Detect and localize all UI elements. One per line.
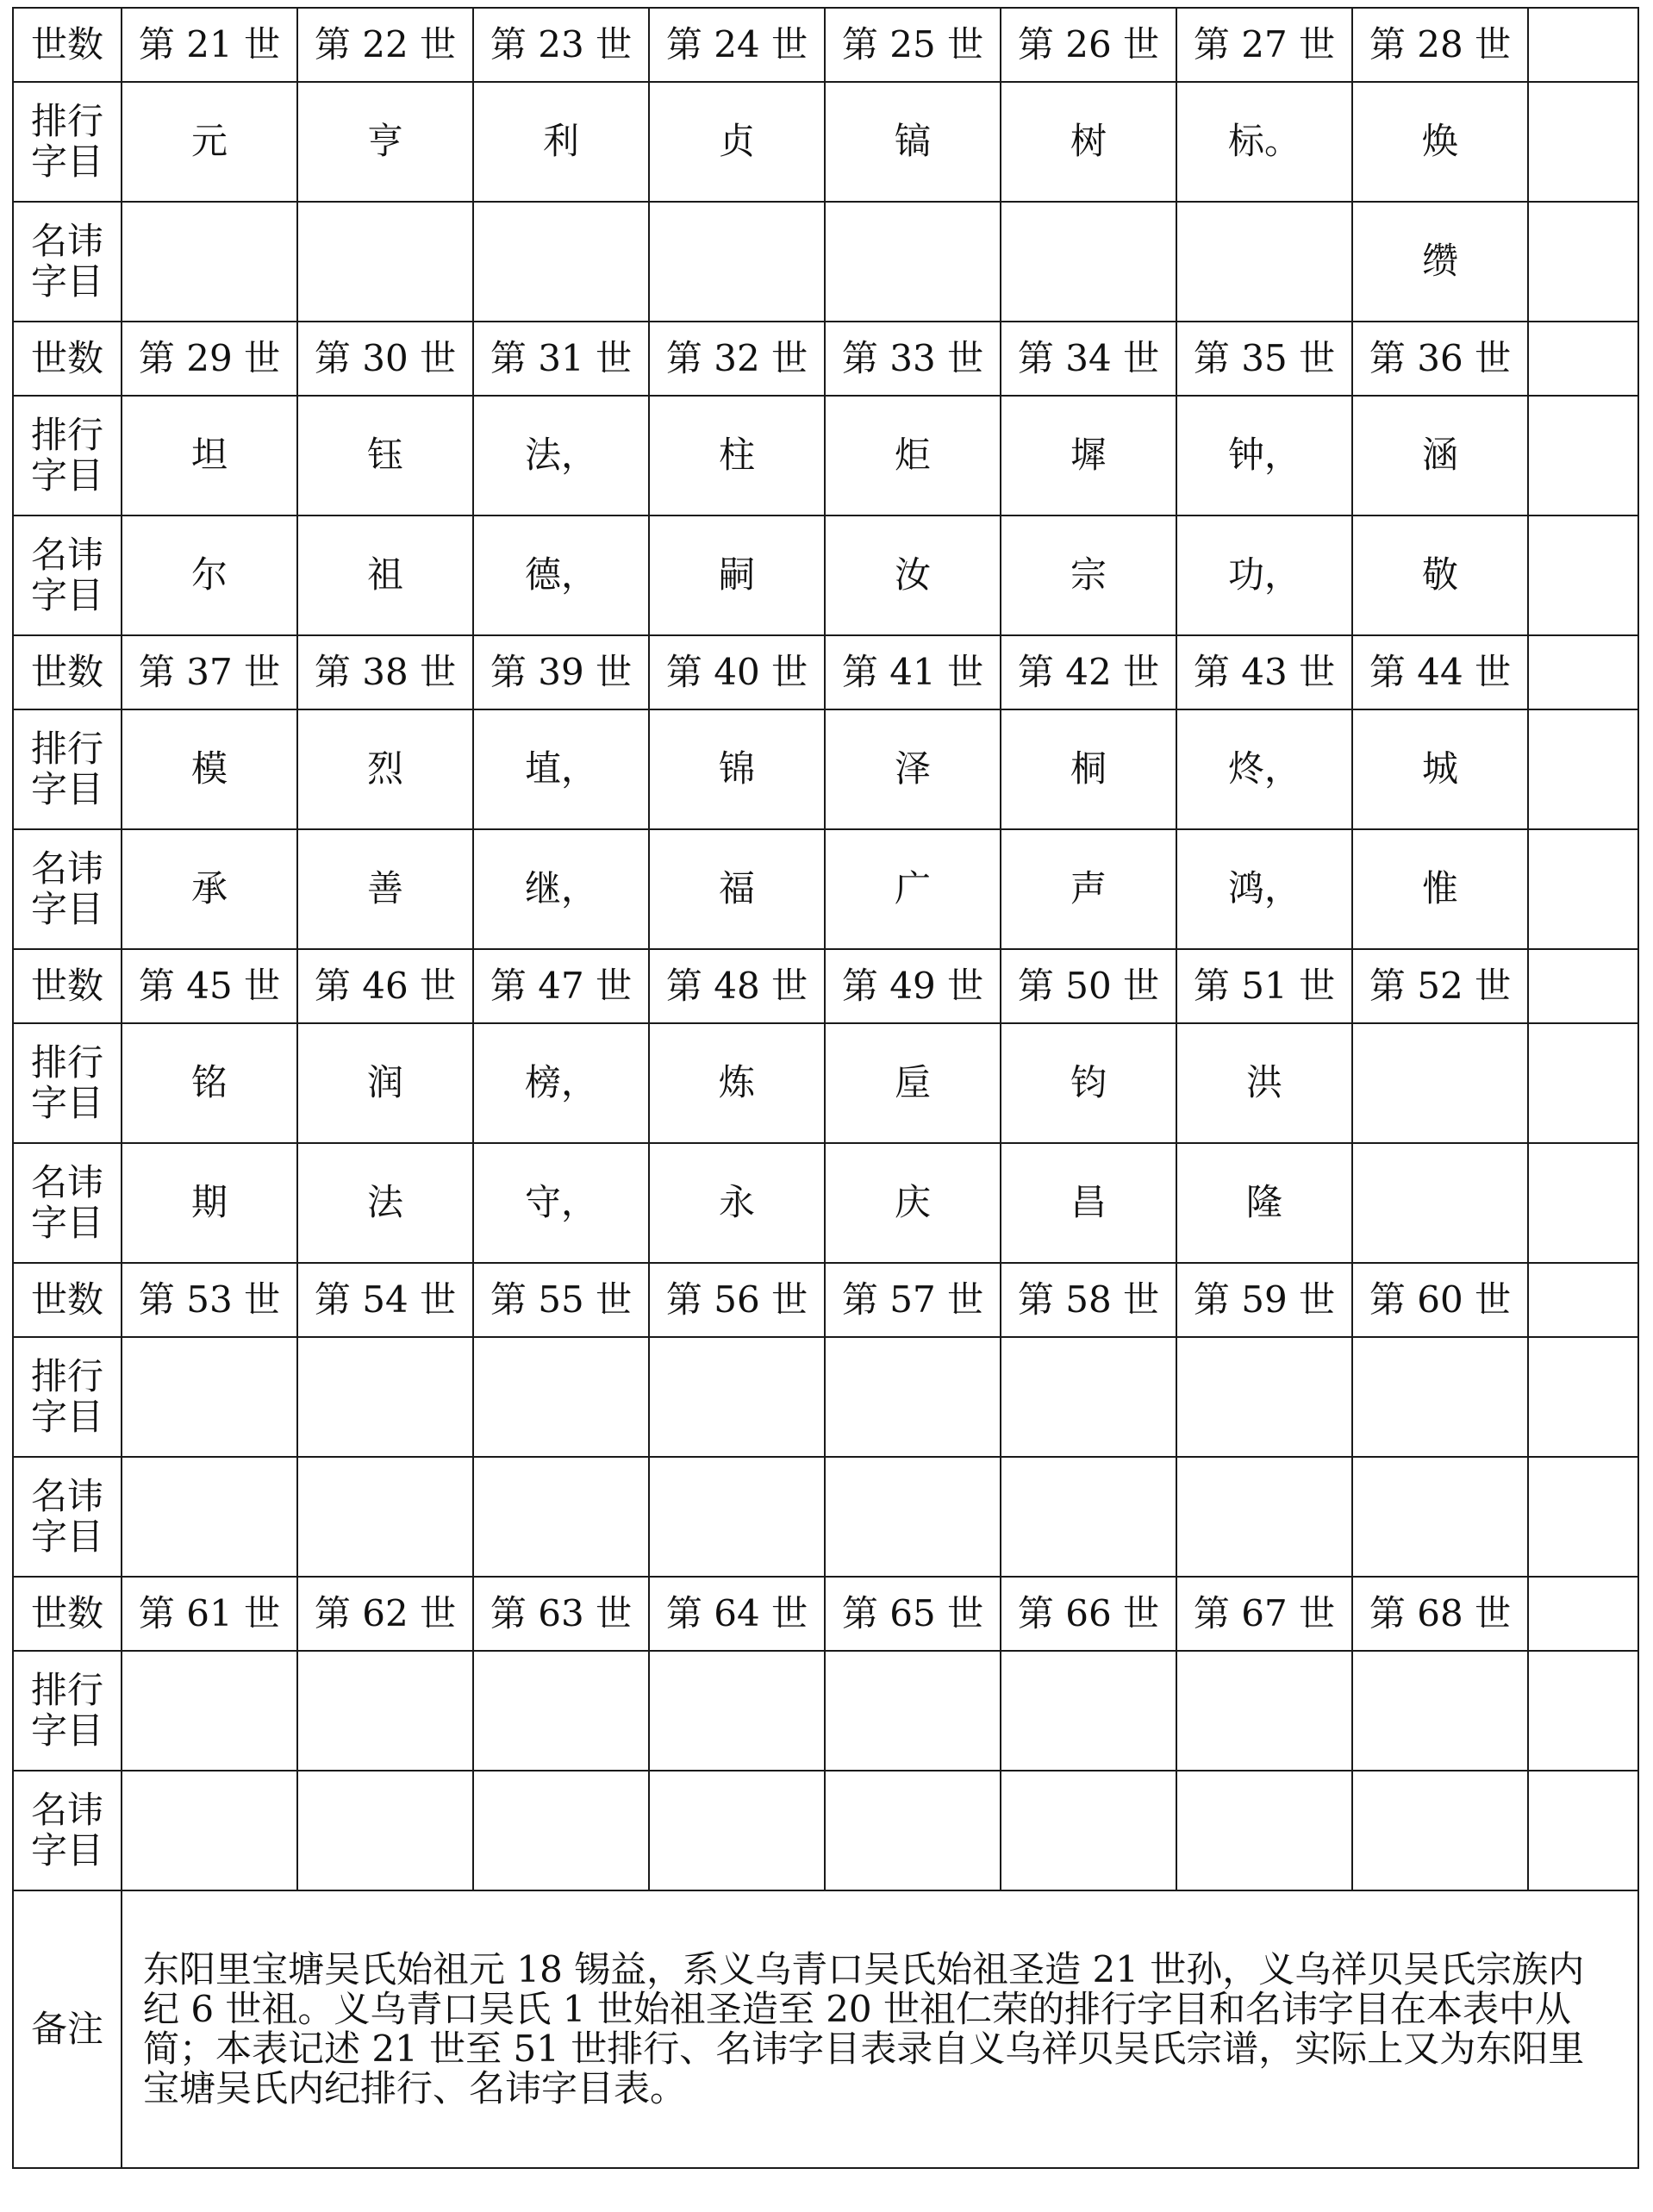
generation-cell: 第 63 世 (473, 1577, 649, 1651)
name-word-row (13, 1771, 1638, 1890)
blank-cell (1528, 829, 1638, 949)
name-word-cell: 功， (1176, 516, 1352, 635)
name-word-cell (1352, 1457, 1528, 1577)
name-word-cell: 法 (297, 1143, 473, 1263)
generation-cell: 第 65 世 (825, 1577, 1001, 1651)
rank-word-cell: 模 (122, 709, 297, 829)
rank-word-cell: 柱 (649, 396, 825, 516)
name-word-cell: 永 (649, 1143, 825, 1263)
name-word-cell (297, 1457, 473, 1577)
generation-cell: 第 57 世 (825, 1263, 1001, 1337)
rank-word-cell (1001, 1651, 1176, 1771)
generation-cell: 第 68 世 (1352, 1577, 1528, 1651)
rank-word-cell (1352, 1023, 1528, 1143)
generation-label: 世数 (13, 1577, 122, 1651)
name-word-cell: 嗣 (649, 516, 825, 635)
generation-cell: 第 46 世 (297, 949, 473, 1023)
generation-cell: 第 23 世 (473, 8, 649, 82)
rank-word-label: 排行 字目 (13, 709, 122, 829)
generation-cell: 第 66 世 (1001, 1577, 1176, 1651)
name-word-cell: 善 (297, 829, 473, 949)
rank-word-cell: 炼 (649, 1023, 825, 1143)
notes-label: 备注 (13, 1890, 122, 2168)
rank-word-cell: 标。 (1176, 82, 1352, 202)
name-word-cell (825, 202, 1001, 322)
name-word-cell: 庆 (825, 1143, 1001, 1263)
name-word-cell (649, 202, 825, 322)
rank-word-label: 排行 字目 (13, 82, 122, 202)
blank-cell (1528, 949, 1638, 1023)
blank-cell (1528, 709, 1638, 829)
name-word-cell (122, 1457, 297, 1577)
rank-word-cell (825, 1337, 1001, 1457)
rank-word-cell (473, 1651, 649, 1771)
name-word-cell (473, 1771, 649, 1890)
name-word-row (13, 829, 1638, 949)
name-word-cell (1176, 1457, 1352, 1577)
name-word-cell (649, 1457, 825, 1577)
name-word-cell: 期 (122, 1143, 297, 1263)
rank-word-cell: 涵 (1352, 396, 1528, 516)
rank-word-cell: 榜， (473, 1023, 649, 1143)
name-word-cell: 惟 (1352, 829, 1528, 949)
generation-cell: 第 64 世 (649, 1577, 825, 1651)
rank-word-label: 排行 字目 (13, 1337, 122, 1457)
name-word-cell: 缵 (1352, 202, 1528, 322)
generation-cell: 第 48 世 (649, 949, 825, 1023)
generation-row (13, 1577, 1638, 1651)
generation-cell: 第 41 世 (825, 635, 1001, 709)
name-word-label: 名讳 字目 (13, 829, 122, 949)
name-word-cell (1176, 1771, 1352, 1890)
name-word-cell: 隆 (1176, 1143, 1352, 1263)
rank-word-cell: 坦 (122, 396, 297, 516)
blank-cell (1528, 1023, 1638, 1143)
name-word-cell: 尔 (122, 516, 297, 635)
rank-word-cell: 炵， (1176, 709, 1352, 829)
generation-cell: 第 59 世 (1176, 1263, 1352, 1337)
notes-content (122, 1890, 1638, 2168)
rank-word-label: 排行 字目 (13, 1651, 122, 1771)
generation-cell: 第 58 世 (1001, 1263, 1176, 1337)
generation-cell: 第 25 世 (825, 8, 1001, 82)
name-word-label: 名讳 字目 (13, 516, 122, 635)
rank-word-cell (1352, 1337, 1528, 1457)
rank-word-cell (1001, 1337, 1176, 1457)
rank-word-row (13, 1023, 1638, 1143)
generation-cell: 第 35 世 (1176, 322, 1352, 396)
name-word-cell (297, 1771, 473, 1890)
name-word-cell (1001, 1771, 1176, 1890)
generation-cell: 第 49 世 (825, 949, 1001, 1023)
generation-cell: 第 43 世 (1176, 635, 1352, 709)
rank-word-cell: 镐 (825, 82, 1001, 202)
rank-word-cell (649, 1651, 825, 1771)
name-word-cell (1352, 1771, 1528, 1890)
notes-text: 东阳里宝塘吴氏始祖元 18 锡益，系义乌青口吴氏始祖圣造 21 世孙，义乌祥贝吴氏宗族内纪 6 世祖。义乌青口吴氏 1 世始祖圣造至 20 世祖仁荣的排行字目和名讳字目在本表中从简；本表记述 21 世至 51 世排行、名讳字目表录自义乌祥贝吴氏宗谱，实际上又为东阳里宝塘吴氏内纪排行、名讳字目表。 (143, 1947, 1585, 2110)
name-word-row (13, 516, 1638, 635)
generation-cell: 第 32 世 (649, 322, 825, 396)
rank-word-cell: 元 (122, 82, 297, 202)
generation-label: 世数 (13, 8, 122, 82)
blank-cell (1528, 1771, 1638, 1890)
blank-cell (1528, 1577, 1638, 1651)
name-word-cell (825, 1457, 1001, 1577)
name-word-cell: 承 (122, 829, 297, 949)
generation-label: 世数 (13, 322, 122, 396)
generation-label: 世数 (13, 949, 122, 1023)
genealogy-naming-table (12, 7, 1639, 2169)
generation-cell: 第 50 世 (1001, 949, 1176, 1023)
rank-word-label: 排行 字目 (13, 1023, 122, 1143)
rank-word-cell: 钰 (297, 396, 473, 516)
name-word-row (13, 202, 1638, 322)
name-word-cell: 德， (473, 516, 649, 635)
generation-label: 世数 (13, 635, 122, 709)
name-word-cell (122, 202, 297, 322)
generation-cell: 第 45 世 (122, 949, 297, 1023)
generation-cell: 第 61 世 (122, 1577, 297, 1651)
generation-cell: 第 53 世 (122, 1263, 297, 1337)
blank-cell (1528, 1457, 1638, 1577)
rank-word-cell: 垕 (825, 1023, 1001, 1143)
generation-cell: 第 62 世 (297, 1577, 473, 1651)
blank-cell (1528, 322, 1638, 396)
generation-cell: 第 31 世 (473, 322, 649, 396)
rank-word-cell: 树 (1001, 82, 1176, 202)
name-word-cell (825, 1771, 1001, 1890)
notes-row (13, 1890, 1638, 2168)
generation-cell: 第 34 世 (1001, 322, 1176, 396)
rank-word-cell (122, 1651, 297, 1771)
rank-word-row (13, 1337, 1638, 1457)
name-word-label: 名讳 字目 (13, 1457, 122, 1577)
name-word-cell: 宗 (1001, 516, 1176, 635)
rank-word-cell: 泽 (825, 709, 1001, 829)
name-word-cell (473, 202, 649, 322)
generation-cell: 第 28 世 (1352, 8, 1528, 82)
rank-word-cell: 焕 (1352, 82, 1528, 202)
rank-word-cell: 洪 (1176, 1023, 1352, 1143)
name-word-cell: 广 (825, 829, 1001, 949)
generation-cell: 第 67 世 (1176, 1577, 1352, 1651)
blank-cell (1528, 1337, 1638, 1457)
table-body (13, 8, 1638, 2168)
generation-cell: 第 36 世 (1352, 322, 1528, 396)
name-word-label: 名讳 字目 (13, 1143, 122, 1263)
generation-cell: 第 56 世 (649, 1263, 825, 1337)
generation-cell: 第 44 世 (1352, 635, 1528, 709)
generation-cell: 第 38 世 (297, 635, 473, 709)
generation-cell: 第 47 世 (473, 949, 649, 1023)
generation-row (13, 635, 1638, 709)
blank-cell (1528, 396, 1638, 516)
generation-cell: 第 30 世 (297, 322, 473, 396)
generation-row (13, 8, 1638, 82)
rank-word-cell: 炬 (825, 396, 1001, 516)
name-word-cell: 鸿， (1176, 829, 1352, 949)
rank-word-cell: 烈 (297, 709, 473, 829)
rank-word-cell: 利 (473, 82, 649, 202)
generation-cell: 第 21 世 (122, 8, 297, 82)
blank-cell (1528, 8, 1638, 82)
generation-cell: 第 26 世 (1001, 8, 1176, 82)
blank-cell (1528, 1143, 1638, 1263)
rank-word-cell (297, 1651, 473, 1771)
rank-word-row (13, 82, 1638, 202)
rank-word-cell: 锦 (649, 709, 825, 829)
generation-cell: 第 40 世 (649, 635, 825, 709)
name-word-row (13, 1143, 1638, 1263)
rank-word-row (13, 396, 1638, 516)
name-word-cell: 声 (1001, 829, 1176, 949)
rank-word-cell (649, 1337, 825, 1457)
name-word-cell: 守， (473, 1143, 649, 1263)
rank-word-cell: 埴， (473, 709, 649, 829)
rank-word-cell (122, 1337, 297, 1457)
name-word-cell: 祖 (297, 516, 473, 635)
name-word-cell (1001, 1457, 1176, 1577)
generation-label: 世数 (13, 1263, 122, 1337)
rank-word-label: 排行 字目 (13, 396, 122, 516)
generation-cell: 第 42 世 (1001, 635, 1176, 709)
name-word-label: 名讳 字目 (13, 1771, 122, 1890)
blank-cell (1528, 202, 1638, 322)
name-word-cell (297, 202, 473, 322)
rank-word-cell (1352, 1651, 1528, 1771)
generation-cell: 第 24 世 (649, 8, 825, 82)
rank-word-row (13, 709, 1638, 829)
name-word-cell: 福 (649, 829, 825, 949)
name-word-cell (1176, 202, 1352, 322)
generation-cell: 第 27 世 (1176, 8, 1352, 82)
generation-cell: 第 52 世 (1352, 949, 1528, 1023)
generation-row (13, 1263, 1638, 1337)
generation-cell: 第 39 世 (473, 635, 649, 709)
name-word-cell: 汝 (825, 516, 1001, 635)
rank-word-cell: 钧 (1001, 1023, 1176, 1143)
name-word-cell (1001, 202, 1176, 322)
name-word-cell (122, 1771, 297, 1890)
rank-word-cell: 法， (473, 396, 649, 516)
rank-word-cell: 贞 (649, 82, 825, 202)
generation-cell: 第 60 世 (1352, 1263, 1528, 1337)
generation-cell: 第 33 世 (825, 322, 1001, 396)
generation-row (13, 322, 1638, 396)
rank-word-cell: 墀 (1001, 396, 1176, 516)
generation-cell: 第 29 世 (122, 322, 297, 396)
generation-cell: 第 51 世 (1176, 949, 1352, 1023)
name-word-label: 名讳 字目 (13, 202, 122, 322)
generation-row (13, 949, 1638, 1023)
rank-word-cell: 钟， (1176, 396, 1352, 516)
name-word-cell (649, 1771, 825, 1890)
blank-cell (1528, 516, 1638, 635)
rank-word-cell: 城 (1352, 709, 1528, 829)
name-word-cell: 继， (473, 829, 649, 949)
name-word-cell: 敬 (1352, 516, 1528, 635)
generation-cell: 第 22 世 (297, 8, 473, 82)
rank-word-cell (1176, 1337, 1352, 1457)
generation-cell: 第 37 世 (122, 635, 297, 709)
name-word-cell: 昌 (1001, 1143, 1176, 1263)
rank-word-cell (1176, 1651, 1352, 1771)
rank-word-cell: 铭 (122, 1023, 297, 1143)
blank-cell (1528, 635, 1638, 709)
rank-word-cell (297, 1337, 473, 1457)
rank-word-row (13, 1651, 1638, 1771)
rank-word-cell (825, 1651, 1001, 1771)
generation-cell: 第 55 世 (473, 1263, 649, 1337)
blank-cell (1528, 1263, 1638, 1337)
name-word-row (13, 1457, 1638, 1577)
rank-word-cell (473, 1337, 649, 1457)
blank-cell (1528, 82, 1638, 202)
rank-word-cell: 亨 (297, 82, 473, 202)
generation-cell: 第 54 世 (297, 1263, 473, 1337)
rank-word-cell: 桐 (1001, 709, 1176, 829)
name-word-cell (473, 1457, 649, 1577)
rank-word-cell: 润 (297, 1023, 473, 1143)
name-word-cell (1352, 1143, 1528, 1263)
blank-cell (1528, 1651, 1638, 1771)
